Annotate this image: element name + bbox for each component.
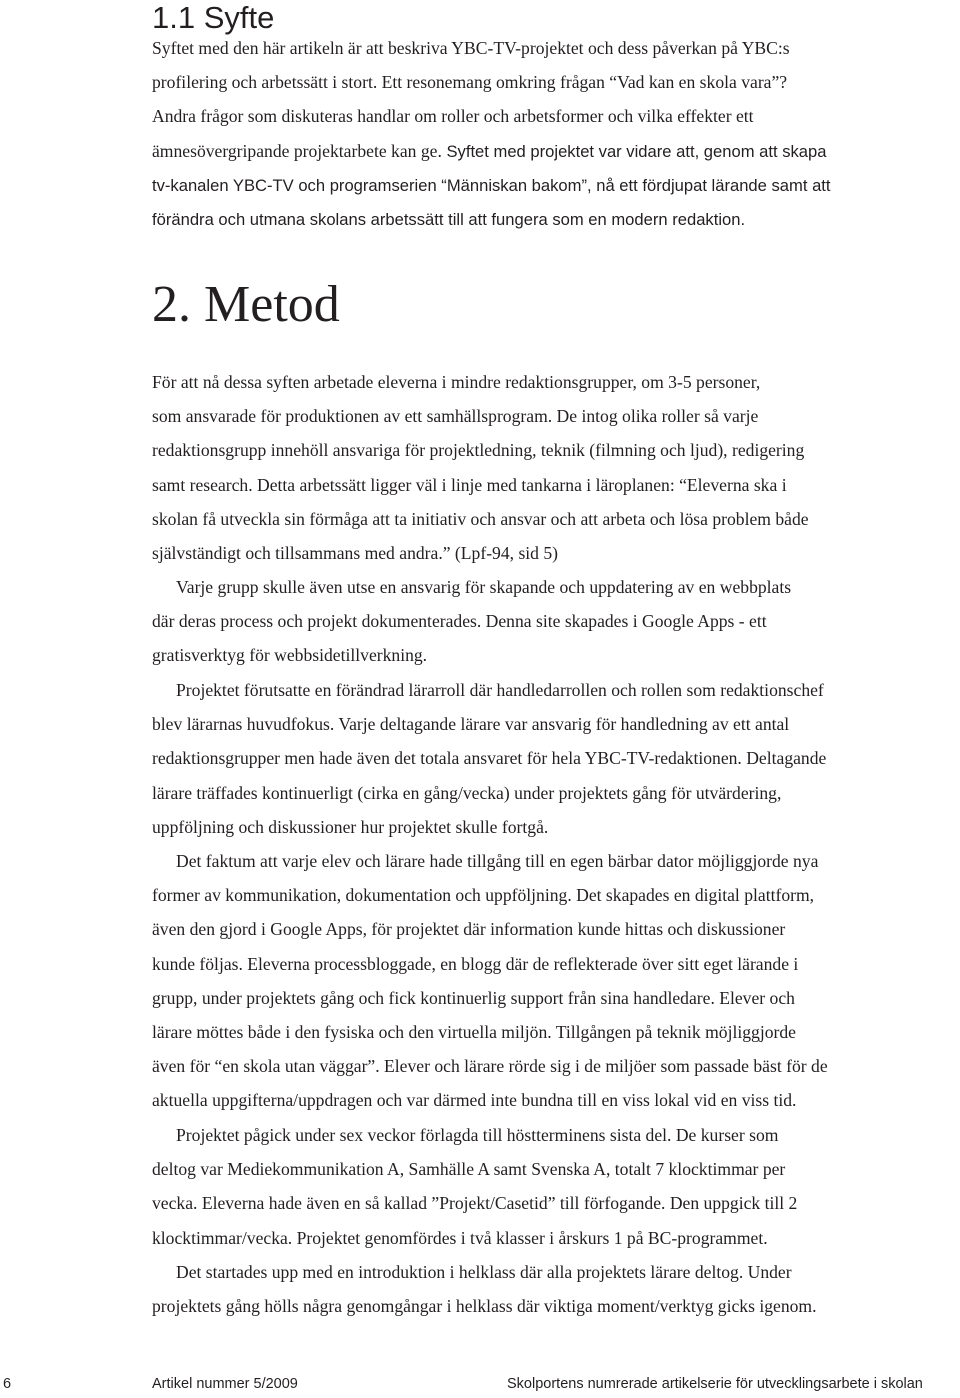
text-line: samt research. Detta arbetssätt ligger väl i linje med tankarna i läroplanen: “Eleverna ska i <box>152 474 787 495</box>
text-line: skolan få utveckla sin förmåga att ta initiativ och ansvar och att arbeta och lösa problem både <box>152 508 809 529</box>
text-line: För att nå dessa syften arbetade eleverna i mindre redaktionsgrupper, om 3-5 personer, <box>152 372 761 392</box>
text-line: som ansvarade för produktionen av ett samhällsprogram. De intog olika roller så varje <box>152 406 759 427</box>
paragraph-metod-2 <box>152 570 960 673</box>
paragraph-syfte <box>152 31 960 237</box>
text-line: vecka. Eleverna hade även en så kallad ”Projekt/Casetid” till förfogande. Den uppgick till 2 <box>152 1193 798 1214</box>
text-line: uppföljning och diskussioner hur projektet skulle fortgå. <box>152 816 549 837</box>
text-line: förändra och utmana skolans arbetssätt till att fungera som en modern redaktion. <box>152 210 746 230</box>
text-line: redaktionsgrupper men hade även det totala ansvaret för hela YBC-TV-redaktionen. Deltagande <box>152 748 827 769</box>
text-line: grupp, under projektets gång och fick kontinuerlig support från sina handledare. Elever och <box>152 987 795 1008</box>
text-line: aktuella uppgifterna/uppdragen och var därmed inte bundna till en viss lokal vid en viss tid. <box>152 1090 797 1111</box>
text-line <box>152 134 960 169</box>
paragraph-metod-1 <box>152 365 960 570</box>
text-line: Projektet pågick under sex veckor förlagda till höstterminens sista del. De kurser som <box>176 1125 779 1145</box>
footer-issue: Artikel nummer 5/2009 <box>152 1376 298 1392</box>
text-line: självständigt och tillsammans med andra.” (Lpf-94, sid 5) <box>152 543 559 564</box>
paragraph-metod-3 <box>152 673 960 844</box>
text-line: klocktimmar/vecka. Projektet genomfördes i två klasser i årskurs 1 på BC-programmet. <box>152 1227 768 1248</box>
text-line: blev lärarnas huvudfokus. Varje deltagande lärare var ansvarig för handledning av ett antal <box>152 714 790 735</box>
text-line: Projektet förutsatte en förändrad lärarroll där handledarrollen och rollen som redaktionschef <box>176 680 824 700</box>
section-heading-metod: 2. Metod <box>152 276 340 333</box>
text-line: deltog var Mediekommunikation A, Samhälle A samt Svenska A, totalt 7 klocktimmar per <box>152 1159 786 1180</box>
text-line: kunde följas. Eleverna processbloggade, en blogg där de reflekterade över sitt eget lärande i <box>152 953 799 974</box>
page-number: 6 <box>3 1376 12 1392</box>
text-segment-sans: Syftet med projektet var vidare att, genom att skapa <box>441 141 827 161</box>
section-heading-syfte: 1.1 Syfte <box>152 0 275 35</box>
text-line: former av kommunikation, dokumentation och uppföljning. Det skapades en digital plattform, <box>152 885 815 906</box>
text-line: Det startades upp med en introduktion i helklass där alla projektets lärare deltog. Under <box>176 1262 792 1282</box>
text-line: projektets gång hölls några genomgångar i helklass där viktiga moment/verktyg gicks igenom. <box>152 1296 817 1317</box>
text-line: Andra frågor som diskuteras handlar om roller och arbetsformer och vilka effekter ett <box>152 106 754 127</box>
paragraph-metod-4 <box>152 844 960 1118</box>
text-line: gratisverktyg för webbsidetillverkning. <box>152 645 428 666</box>
text-line: profilering och arbetssätt i stort. Ett resonemang omkring frågan “Vad kan en skola vara”? <box>152 72 788 93</box>
text-line: redaktionsgrupp innehöll ansvariga för projektledning, teknik (filmning och ljud), redigering <box>152 440 805 461</box>
paragraph-metod-5 <box>152 1118 960 1255</box>
text-line: Varje grupp skulle även utse en ansvarig för skapande och uppdatering av en webbplats <box>176 577 792 597</box>
text-segment: ämnesövergripande projektarbete kan ge. <box>152 140 442 161</box>
text-line: Syftet med den här artikeln är att beskriva YBC-TV-projektet och dess påverkan på YBC:s <box>152 38 790 58</box>
text-line: lärare träffades kontinuerligt (cirka en gång/vecka) under projektets gång för utvärdering, <box>152 782 782 803</box>
paragraph-metod-6 <box>152 1255 960 1323</box>
text-line: Det faktum att varje elev och lärare hade tillgång till en egen bärbar dator möjliggjorde nya <box>176 851 819 871</box>
text-line: lärare möttes både i den fysiska och den virtuella miljön. Tillgången på teknik möjliggjorde <box>152 1022 796 1043</box>
text-line: även för “en skola utan väggar”. Elever och lärare rörde sig i de miljöer som passade bäst för de <box>152 1056 828 1077</box>
footer-series: Skolportens numrerade artikelserie för utvecklingsarbete i skolan <box>507 1376 923 1392</box>
text-line: där deras process och projekt dokumenterades. Denna site skapades i Google Apps - ett <box>152 611 767 632</box>
text-line: tv-kanalen YBC-TV och programserien “Människan bakom”, nå ett fördjupat lärande samt att <box>152 175 831 195</box>
text-line: även den gjord i Google Apps, för projektet där information kunde hittas och diskussioner <box>152 919 786 940</box>
